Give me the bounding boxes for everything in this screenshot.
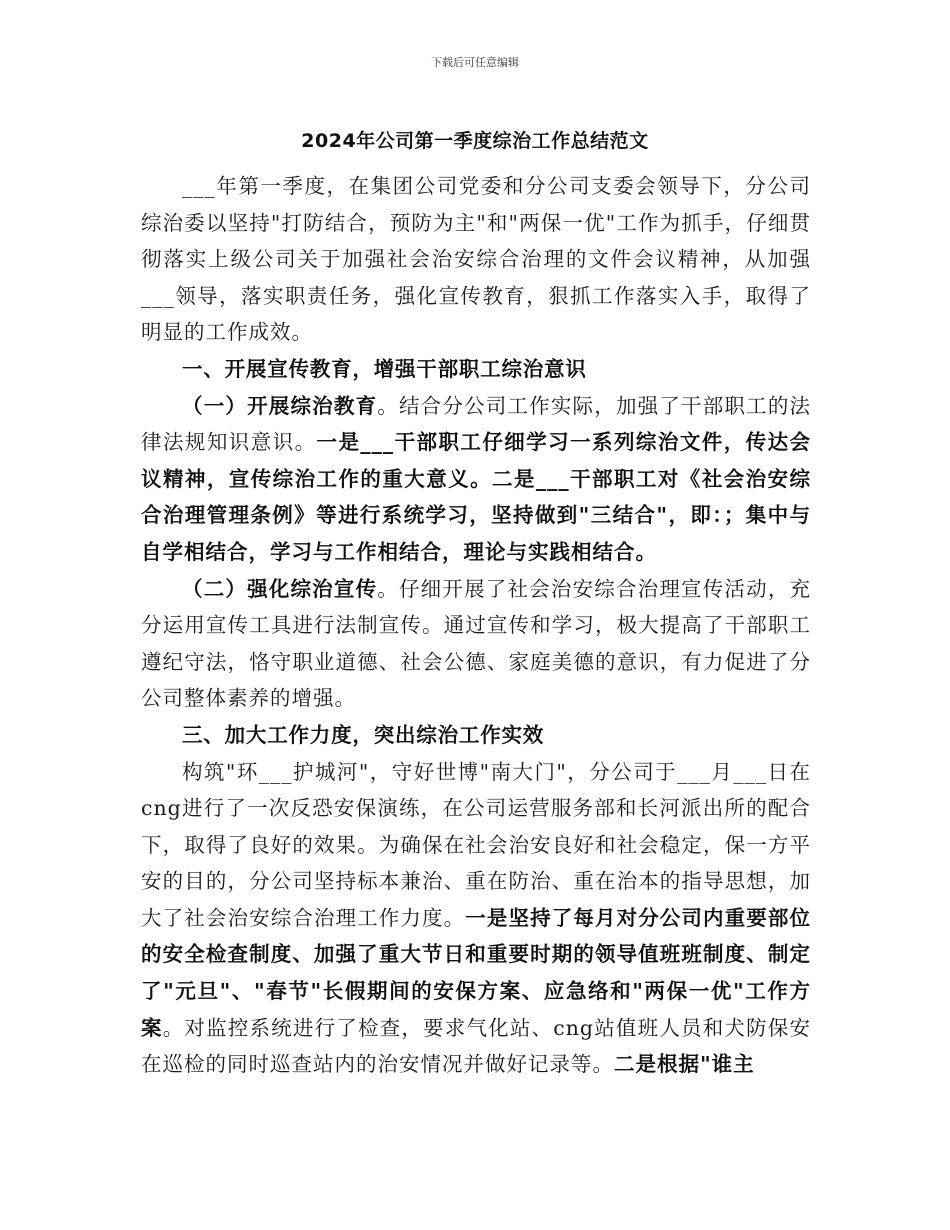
- section-heading-3: 三、加大工作力度，突出综治工作实效: [182, 722, 545, 747]
- paragraph-intro: ___年第一季度，在集团公司党委和分公司支委会领导下，分公司综治委以坚持"打防结合，预防为主"和"两保一优"工作为抓手，仔细贯彻落实上级公司关于加强社会治安综合治理的文件会议精神，从加强___领导，落实职责任务，强化宣传教育，狠抓工作落实入手，取得了明显的工作成效。: [141, 174, 811, 345]
- paragraph-text: 构筑"环___护城河"，守好世博"南大门"，分公司于___月___日在cng进行了一次反恐安保演练，在公司运营服务部和长河派出所的配合下，取得了良好的效果。为确保在社会治安良好和社会稳定，保一方平安的目的，分公司坚持标本兼治、重在防治、重在治本的指导思想，加大了社会治安综合治理工作力度。: [141, 759, 811, 930]
- paragraph-text: 。仔细开展了社会治安综合治理宣传活动，充分运用宣传工具进行法制宣传。通过宣传和学习，极大提高了干部职工遵纪守法，恪守职业道德、社会公德、家庭美德的意识，有力促进了分公司整体素养的增强。: [141, 576, 812, 711]
- document-title: 2024年公司第一季度综治工作总结范文: [301, 130, 649, 152]
- paragraph-bold-text: 二是根据"谁主: [614, 1052, 755, 1077]
- document-body: [141, 168, 811, 1083]
- paragraph-education: [141, 388, 811, 571]
- paragraph-publicity: [141, 571, 811, 717]
- paragraph-text: 。结合分公司工作实际，加强了干部职工的法律法规知识意识。: [141, 393, 812, 455]
- section-heading-1: 一、开展宣传教育，增强干部职工综治意识: [182, 356, 587, 381]
- paragraph-bold-text: 一是___干部职工仔细学习一系列综治文件，传达会议精神，宣传综治工作的重大意义。二是___干部职工对《社会治安综合治理管理条例》等进行系统学习，坚持做到"三结合"，即：；集中与自学相结合，学习与工作相结合，理论与实践相结合。: [141, 430, 812, 564]
- page-header: 下载后可任意编辑: [431, 56, 519, 69]
- subheading-education: （一）开展综治教育: [182, 393, 378, 418]
- paragraph-bold-text: 一是坚持了每月对分公司内重要部位的安全检查制度、加强了重大节日和重要时期的领导值班班制度、制定了"元旦"、"春节"长假期间的安保方案、应急络和"两保一优"工作方案: [141, 905, 811, 1040]
- paragraph-efforts: [141, 754, 811, 1083]
- subheading-publicity: （二）强化综治宣传: [182, 576, 378, 601]
- paragraph-text: 。对监控系统进行了检查，要求气化站、cng站值班人员和犬防保安在巡检的同时巡查站内的治安情况并做好记录等。: [141, 1015, 811, 1077]
